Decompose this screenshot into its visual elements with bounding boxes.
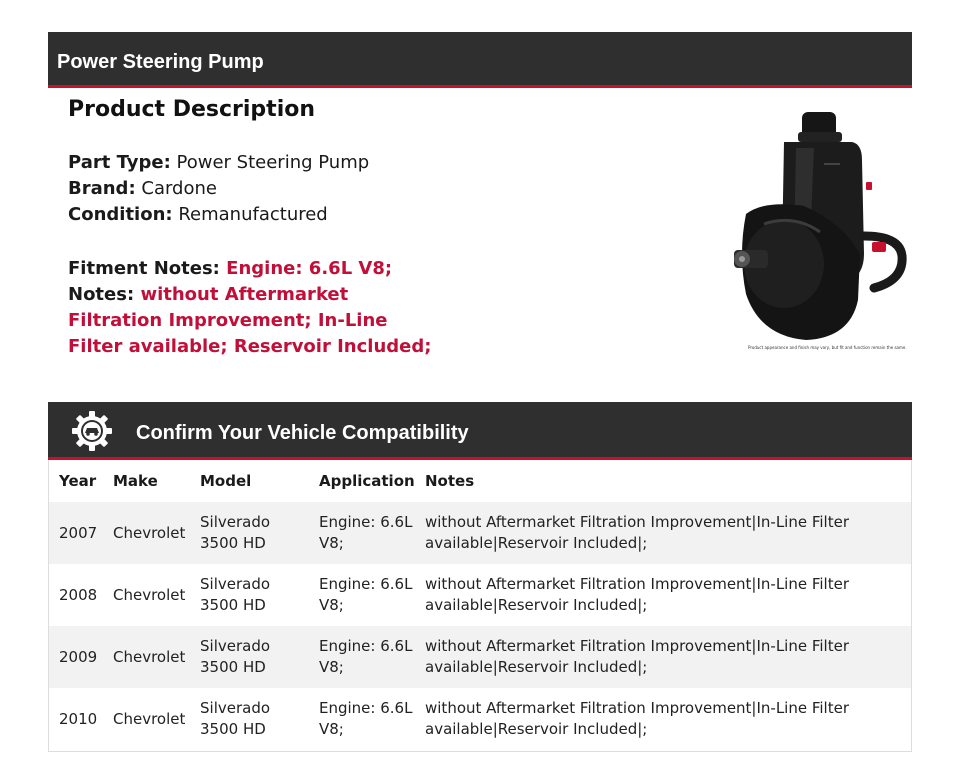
image-caption: Product appearance and finish may vary, but fit and function remain the same. — [748, 345, 907, 350]
cell-notes: without Aftermarket Filtration Improvement|In-Line Filter available|Reservoir Included|; — [425, 575, 850, 614]
brand-value: Cardone — [141, 178, 217, 199]
compatibility-table-container — [48, 460, 912, 752]
condition-label: Condition: — [68, 204, 173, 225]
part-type-label: Part Type: — [68, 152, 171, 173]
cell-notes: without Aftermarket Filtration Improvement|In-Line Filter available|Reservoir Included|; — [425, 513, 850, 552]
cell-model: Silverado 3500 HD — [200, 575, 271, 614]
cell-make: Chevrolet — [113, 709, 186, 728]
cell-make: Chevrolet — [113, 647, 186, 666]
column-header-application: Application — [319, 472, 415, 490]
cell-year: 2010 — [59, 709, 98, 728]
part-type-value: Power Steering Pump — [176, 152, 370, 173]
table-row — [49, 626, 911, 688]
product-image — [724, 104, 914, 354]
table-row — [49, 688, 911, 750]
notes-line — [68, 282, 448, 360]
product-title: Power Steering Pump — [57, 51, 264, 73]
product-header-bar — [48, 32, 912, 88]
fitment-notes-value: Engine: 6.6L V8; — [226, 258, 393, 279]
cell-year: 2007 — [59, 523, 98, 542]
cell-model: Silverado 3500 HD — [200, 637, 271, 676]
cell-make: Chevrolet — [113, 523, 186, 542]
cell-notes: without Aftermarket Filtration Improvement|In-Line Filter available|Reservoir Included|; — [425, 637, 850, 676]
cell-model: Silverado 3500 HD — [200, 699, 271, 738]
notes-label: Notes: — [68, 284, 135, 305]
column-header-notes: Notes — [425, 472, 475, 490]
column-header-year: Year — [59, 472, 97, 490]
cell-application: Engine: 6.6L V8; — [319, 637, 413, 676]
table-row — [49, 502, 911, 564]
cell-application: Engine: 6.6L V8; — [319, 513, 413, 552]
compatibility-title: Confirm Your Vehicle Compatibility — [136, 422, 469, 444]
cell-year: 2008 — [59, 585, 98, 604]
fitment-notes-label: Fitment Notes: — [68, 258, 220, 279]
table-row — [49, 564, 911, 626]
product-description-heading: Product Description — [68, 97, 316, 122]
condition-line — [68, 204, 328, 225]
compatibility-table — [49, 460, 911, 750]
gear-car-icon — [70, 409, 114, 453]
compatibility-header-bar — [48, 402, 912, 460]
condition-value: Remanufactured — [178, 204, 328, 225]
cell-make: Chevrolet — [113, 585, 186, 604]
column-header-model: Model — [200, 472, 252, 490]
cell-model: Silverado 3500 HD — [200, 513, 271, 552]
column-header-make: Make — [113, 472, 158, 490]
brand-label: Brand: — [68, 178, 136, 199]
brand-line — [68, 178, 217, 199]
cell-application: Engine: 6.6L V8; — [319, 699, 413, 738]
cell-year: 2009 — [59, 647, 98, 666]
cell-application: Engine: 6.6L V8; — [319, 575, 413, 614]
cell-notes: without Aftermarket Filtration Improvement|In-Line Filter available|Reservoir Included|; — [425, 699, 850, 738]
part-type-line — [68, 152, 369, 173]
table-header-row — [49, 460, 911, 502]
notes-value: without Aftermarket Filtration Improvement; In-Line Filter available; Reservoir Included; — [68, 284, 432, 357]
fitment-notes-line — [68, 256, 392, 282]
